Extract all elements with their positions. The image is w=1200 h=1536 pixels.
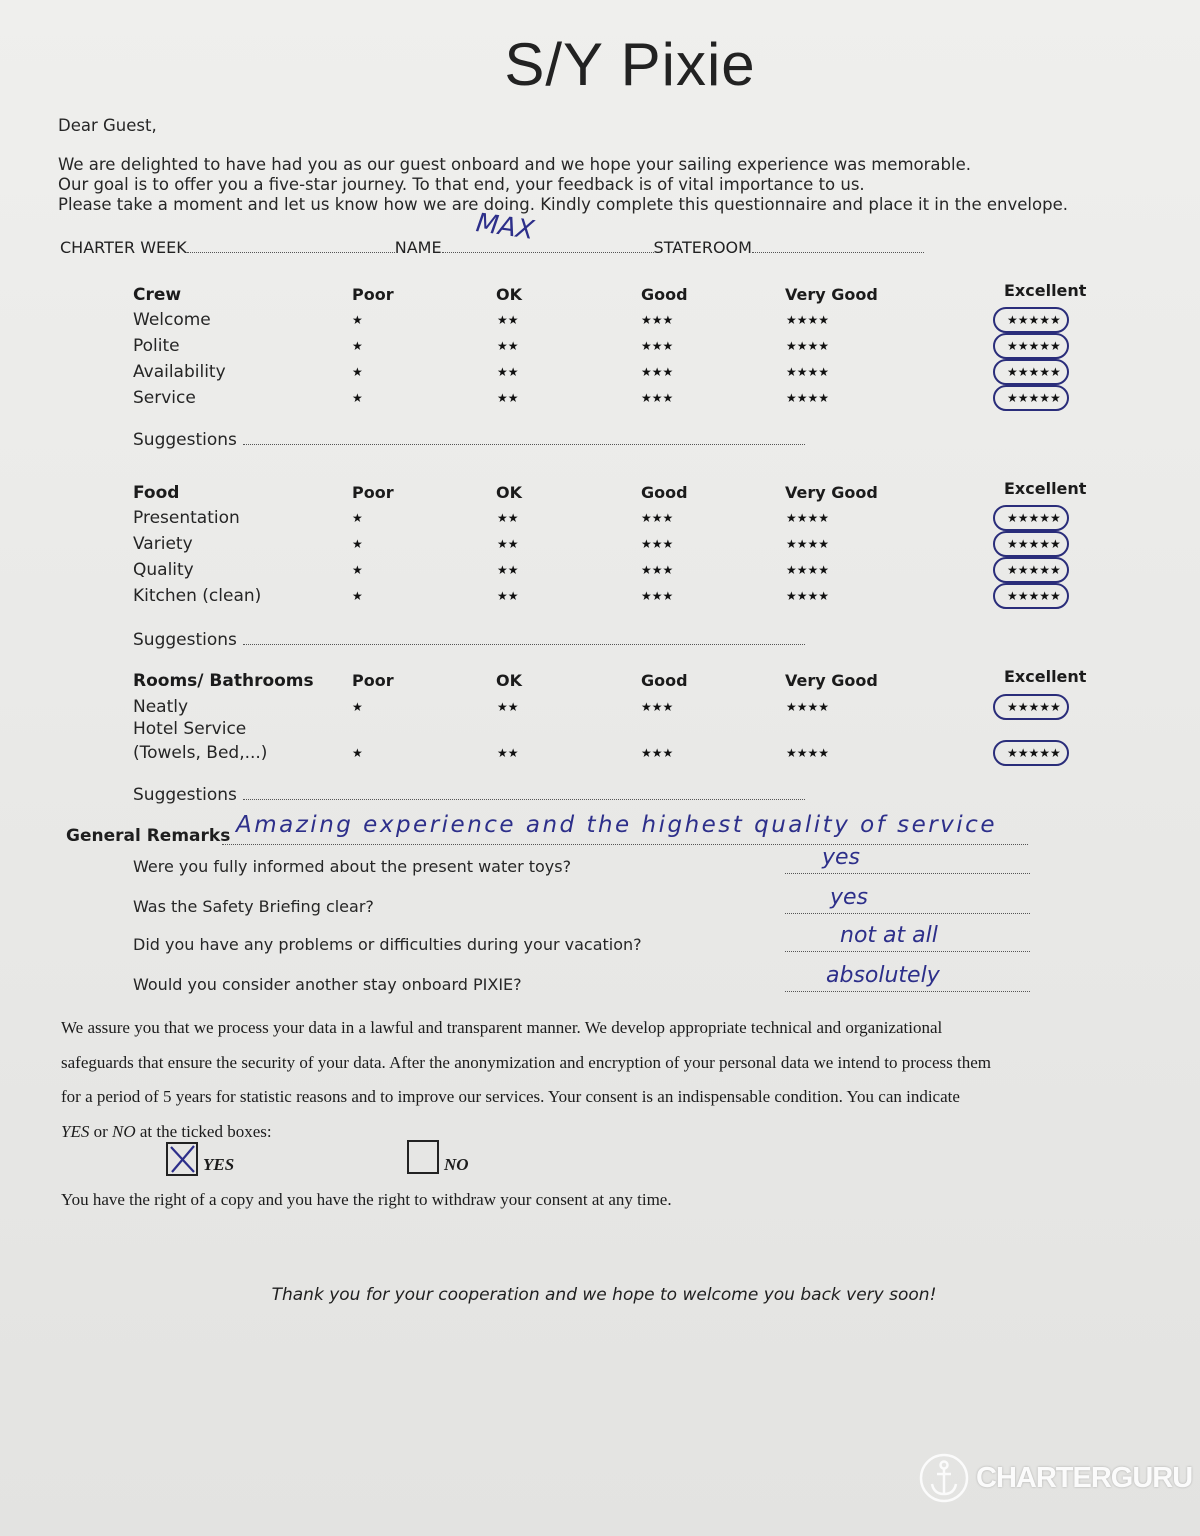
rating-stars-4[interactable]: ★★★★ bbox=[786, 313, 830, 327]
rating-stars-4[interactable]: ★★★★ bbox=[786, 746, 830, 760]
yes-checkbox[interactable] bbox=[166, 1142, 198, 1176]
stateroom-label: STATEROOM bbox=[653, 238, 752, 257]
rating-stars-3[interactable]: ★★★ bbox=[641, 700, 674, 714]
intro-line: Our goal is to offer you a five-star journey. To that end, your feedback is of vital importance to us. bbox=[58, 175, 865, 194]
rating-stars-3[interactable]: ★★★ bbox=[641, 537, 674, 551]
rating-stars-1[interactable]: ★ bbox=[352, 589, 363, 603]
answer-value[interactable]: yes bbox=[822, 845, 861, 870]
item-label: (Towels, Bed,...) bbox=[133, 743, 268, 763]
selected-rating-circle bbox=[993, 359, 1069, 385]
answer-line bbox=[785, 873, 1030, 874]
privacy-line: YES or NO at the ticked boxes: bbox=[61, 1122, 272, 1141]
selected-rating-circle bbox=[993, 307, 1069, 333]
rating-stars-3[interactable]: ★★★ bbox=[641, 511, 674, 525]
answer-line bbox=[785, 951, 1030, 952]
rating-stars-2[interactable]: ★★ bbox=[497, 746, 519, 760]
rating-stars-4[interactable]: ★★★★ bbox=[786, 537, 830, 551]
privacy-line: for a period of 5 years for statistic reasons and to improve our services. Your consent is an indispensable condition. You can indicate bbox=[61, 1087, 960, 1106]
answer-value[interactable]: yes bbox=[830, 885, 869, 910]
rating-stars-2[interactable]: ★★ bbox=[497, 589, 519, 603]
answer-line bbox=[785, 991, 1030, 992]
suggestions-label: Suggestions bbox=[133, 785, 237, 805]
section-title: Food bbox=[133, 483, 180, 503]
rating-stars-5[interactable]: ★★★★★ bbox=[1007, 589, 1061, 603]
item-label: Service bbox=[133, 388, 196, 408]
rating-stars-4[interactable]: ★★★★ bbox=[786, 391, 830, 405]
selected-rating-circle bbox=[993, 740, 1069, 766]
greeting: Dear Guest, bbox=[58, 116, 157, 135]
question-text: Did you have any problems or difficulties during your vacation? bbox=[133, 935, 642, 954]
question-text: Would you consider another stay onboard PIXIE? bbox=[133, 975, 522, 994]
rating-stars-3[interactable]: ★★★ bbox=[641, 365, 674, 379]
column-header-good: Good bbox=[641, 483, 688, 502]
item-label: Hotel Service bbox=[133, 719, 247, 739]
anchor-icon bbox=[918, 1452, 970, 1504]
column-header-excellent: Excellent bbox=[1004, 281, 1087, 300]
item-label: Polite bbox=[133, 336, 180, 356]
rating-stars-3[interactable]: ★★★ bbox=[641, 563, 674, 577]
rating-stars-1[interactable]: ★ bbox=[352, 365, 363, 379]
item-label: Presentation bbox=[133, 508, 240, 528]
suggestions-field[interactable] bbox=[243, 644, 805, 645]
charter-week-label: CHARTER WEEK bbox=[60, 238, 187, 257]
rating-stars-5[interactable]: ★★★★★ bbox=[1007, 391, 1061, 405]
item-label: Quality bbox=[133, 560, 194, 580]
rating-stars-1[interactable]: ★ bbox=[352, 511, 363, 525]
rating-stars-4[interactable]: ★★★★ bbox=[786, 700, 830, 714]
item-label: Welcome bbox=[133, 310, 211, 330]
general-remarks-value[interactable]: Amazing experience and the highest quality of service bbox=[236, 812, 997, 838]
rating-stars-5[interactable]: ★★★★★ bbox=[1007, 339, 1061, 353]
name-label: NAME bbox=[394, 238, 442, 257]
intro-line: Please take a moment and let us know how we are doing. Kindly complete this questionnaire and place it in the envelope. bbox=[58, 195, 1068, 214]
column-header-good: Good bbox=[641, 285, 688, 304]
selected-rating-circle bbox=[993, 694, 1069, 720]
rating-stars-3[interactable]: ★★★ bbox=[641, 391, 674, 405]
no-label: NO bbox=[444, 1155, 469, 1174]
question-text: Were you fully informed about the present water toys? bbox=[133, 857, 572, 876]
column-header-excellent: Excellent bbox=[1004, 667, 1087, 686]
item-label: Neatly bbox=[133, 697, 189, 717]
rating-stars-4[interactable]: ★★★★ bbox=[786, 339, 830, 353]
rating-stars-1[interactable]: ★ bbox=[352, 563, 363, 577]
rating-stars-2[interactable]: ★★ bbox=[497, 365, 519, 379]
rating-stars-4[interactable]: ★★★★ bbox=[786, 589, 830, 603]
name-value: MAX bbox=[474, 208, 536, 246]
column-header-very-good: Very Good bbox=[785, 483, 878, 502]
answer-line bbox=[785, 913, 1030, 914]
rating-stars-5[interactable]: ★★★★★ bbox=[1007, 746, 1061, 760]
column-header-ok: OK bbox=[496, 483, 522, 502]
rating-stars-3[interactable]: ★★★ bbox=[641, 313, 674, 327]
x-mark-icon bbox=[168, 1144, 196, 1174]
suggestions-label: Suggestions bbox=[133, 430, 237, 450]
rating-stars-2[interactable]: ★★ bbox=[497, 537, 519, 551]
suggestions-field[interactable] bbox=[243, 444, 805, 445]
item-label: Variety bbox=[133, 534, 193, 554]
selected-rating-circle bbox=[993, 531, 1069, 557]
rating-stars-5[interactable]: ★★★★★ bbox=[1007, 511, 1061, 525]
selected-rating-circle bbox=[993, 505, 1069, 531]
rating-stars-3[interactable]: ★★★ bbox=[641, 746, 674, 760]
rating-stars-4[interactable]: ★★★★ bbox=[786, 365, 830, 379]
column-header-poor: Poor bbox=[352, 671, 394, 690]
section-title: Rooms/ Bathrooms bbox=[133, 671, 314, 691]
item-label: Kitchen (clean) bbox=[133, 586, 262, 606]
rating-stars-1[interactable]: ★ bbox=[352, 391, 363, 405]
intro-line: We are delighted to have had you as our guest onboard and we hope your sailing experience was memorable. bbox=[58, 155, 971, 174]
suggestions-label: Suggestions bbox=[133, 630, 237, 650]
column-header-ok: OK bbox=[496, 285, 522, 304]
rating-stars-5[interactable]: ★★★★★ bbox=[1007, 563, 1061, 577]
rating-stars-2[interactable]: ★★ bbox=[497, 511, 519, 525]
rating-stars-1[interactable]: ★ bbox=[352, 746, 363, 760]
item-label: Availability bbox=[133, 362, 226, 382]
column-header-ok: OK bbox=[496, 671, 522, 690]
rating-stars-1[interactable]: ★ bbox=[352, 537, 363, 551]
rating-stars-3[interactable]: ★★★ bbox=[641, 339, 674, 353]
rating-stars-2[interactable]: ★★ bbox=[497, 700, 519, 714]
general-remarks-label: General Remarks bbox=[66, 826, 231, 846]
rating-stars-2[interactable]: ★★ bbox=[497, 339, 519, 353]
rating-stars-3[interactable]: ★★★ bbox=[641, 589, 674, 603]
column-header-very-good: Very Good bbox=[785, 671, 878, 690]
yes-label: YES bbox=[203, 1155, 235, 1174]
page-title: S/Y Pixie bbox=[504, 31, 756, 98]
rating-stars-2[interactable]: ★★ bbox=[497, 313, 519, 327]
rights-text: You have the right of a copy and you have the right to withdraw your consent at any time. bbox=[61, 1190, 672, 1209]
suggestions-field[interactable] bbox=[243, 799, 805, 800]
rating-stars-1[interactable]: ★ bbox=[352, 700, 363, 714]
rating-stars-4[interactable]: ★★★★ bbox=[786, 563, 830, 577]
selected-rating-circle bbox=[993, 385, 1069, 411]
no-checkbox[interactable] bbox=[407, 1140, 439, 1174]
rating-stars-2[interactable]: ★★ bbox=[497, 563, 519, 577]
section-title: Crew bbox=[133, 285, 182, 305]
thank-you-text: Thank you for your cooperation and we hope to welcome you back very soon! bbox=[271, 1285, 937, 1305]
rating-stars-5[interactable]: ★★★★★ bbox=[1007, 313, 1061, 327]
column-header-very-good: Very Good bbox=[785, 285, 878, 304]
privacy-line: We assure you that we process your data in a lawful and transparent manner. We develop appropriate technical and organizational bbox=[61, 1018, 943, 1037]
rating-stars-1[interactable]: ★ bbox=[352, 313, 363, 327]
rating-stars-5[interactable]: ★★★★★ bbox=[1007, 365, 1061, 379]
rating-stars-2[interactable]: ★★ bbox=[497, 391, 519, 405]
rating-stars-4[interactable]: ★★★★ bbox=[786, 511, 830, 525]
question-text: Was the Safety Briefing clear? bbox=[133, 897, 374, 916]
column-header-excellent: Excellent bbox=[1004, 479, 1087, 498]
charter-week-field[interactable] bbox=[60, 238, 924, 257]
rating-stars-5[interactable]: ★★★★★ bbox=[1007, 700, 1061, 714]
watermark-logo bbox=[918, 1452, 1192, 1504]
selected-rating-circle bbox=[993, 557, 1069, 583]
watermark-text: CHARTERGURU bbox=[976, 1461, 1193, 1494]
selected-rating-circle bbox=[993, 333, 1069, 359]
rating-stars-5[interactable]: ★★★★★ bbox=[1007, 537, 1061, 551]
column-header-poor: Poor bbox=[352, 285, 394, 304]
privacy-line: safeguards that ensure the security of your data. After the anonymization and encryption of your personal data we intend to process them bbox=[61, 1053, 991, 1072]
answer-value[interactable]: absolutely bbox=[826, 963, 940, 988]
answer-value[interactable]: not at all bbox=[840, 923, 938, 948]
rating-stars-1[interactable]: ★ bbox=[352, 339, 363, 353]
column-header-poor: Poor bbox=[352, 483, 394, 502]
column-header-good: Good bbox=[641, 671, 688, 690]
selected-rating-circle bbox=[993, 583, 1069, 609]
